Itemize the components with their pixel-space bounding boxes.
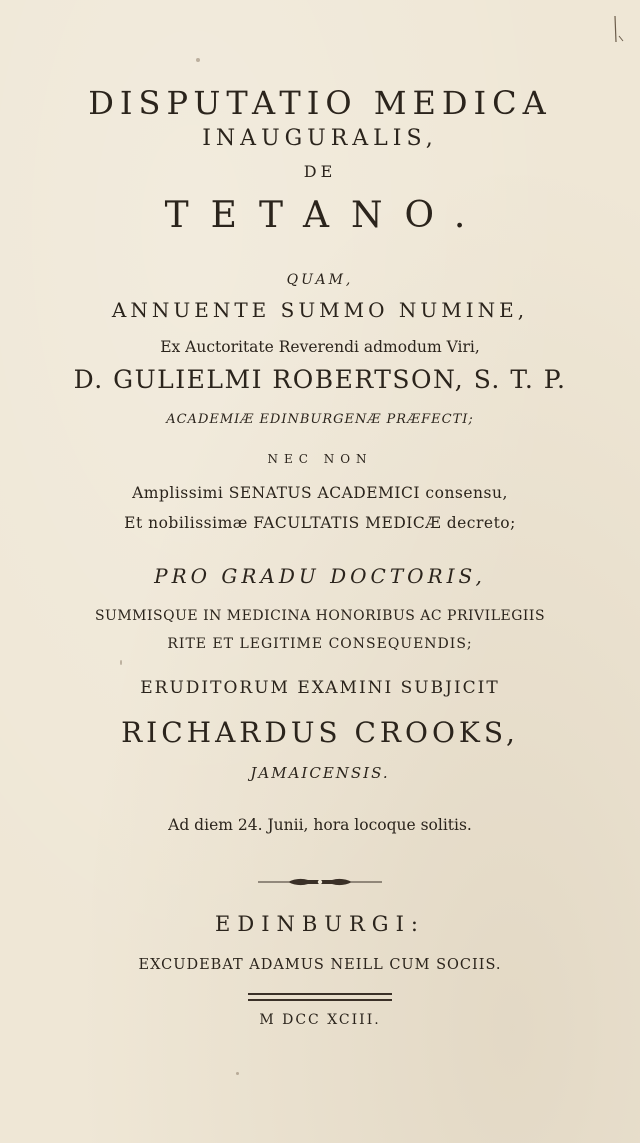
author-origin: JAMAICENSIS. (250, 764, 390, 782)
auctoritate-line: Ex Auctoritate Reverendi admodum Viri, (160, 338, 480, 356)
title-line-2: INAUGURALIS, (202, 126, 438, 151)
rule-top (248, 993, 392, 995)
eruditorum-line: ERUDITORUM EXAMINI SUBJICIT (140, 678, 500, 698)
annuente-line: ANNUENTE SUMMO NUMINE, (111, 298, 529, 322)
imprint-printer: EXCUDEBAT ADAMUS NEILL CUM SOCIIS. (138, 957, 502, 973)
subject-title: TETANO. (164, 195, 488, 236)
rite-line: RITE ET LEGITIME CONSEQUENDIS; (167, 636, 473, 652)
paper-speck (120, 660, 122, 665)
rule-bottom (248, 999, 392, 1001)
ornament-rule-icon (258, 876, 382, 888)
nec-non-line: NEC NON (267, 452, 373, 466)
pro-gradu-line: PRO GRADU DOCTORIS, (154, 564, 486, 588)
senatus-line: Amplissimi SENATUS ACADEMICI consensu, (132, 484, 508, 502)
double-rule (248, 992, 392, 1004)
date-line: Ad diem 24. Junii, hora locoque solitis. (168, 816, 472, 834)
imprint-year: M DCC XCIII. (259, 1012, 381, 1028)
title-line-1: DISPUTATIO MEDICA (88, 84, 552, 122)
summisque-line: SUMMISQUE IN MEDICINA HONORIBUS AC PRIVILEGIIS (94, 608, 546, 624)
title-de: DE (303, 162, 337, 181)
paper-speck (196, 58, 200, 62)
principal-name: D. GULIELMI ROBERTSON, S. T. P. (73, 365, 567, 394)
facultatis-line: Et nobilissimæ FACULTATIS MEDICÆ decreto; (124, 514, 516, 532)
academiae-line: ACADEMIÆ EDINBURGENÆ PRÆFECTI; (166, 412, 474, 427)
paper-speck (236, 1072, 239, 1075)
imprint-place: EDINBURGI: (215, 912, 425, 936)
author-name: RICHARDUS CROOKS, (121, 716, 519, 749)
corner-mark-icon (612, 14, 626, 44)
quam-line: QUAM, (286, 272, 354, 288)
